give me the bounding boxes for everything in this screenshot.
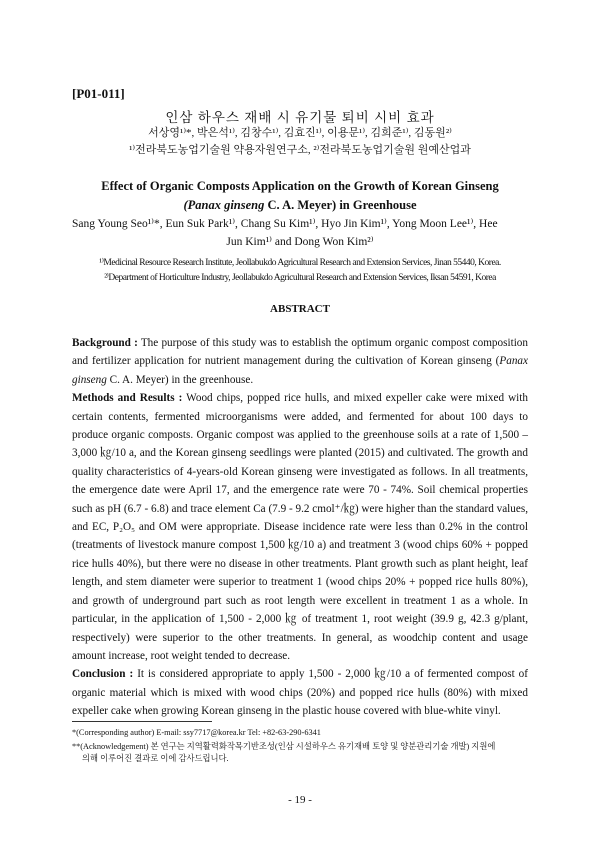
background-text-a: The purpose of this study was to establish the optimum organic compost composition and fertilizer application for nutrient management during the cultivation of Korean ginseng (: [72, 337, 528, 368]
methods-label: Methods and Results :: [72, 392, 183, 405]
abstract-body: [72, 334, 528, 721]
abstract-heading: ABSTRACT: [270, 303, 330, 315]
conclusion-paragraph: [72, 665, 528, 720]
footnote-acknowledgement-1: **(Acknowledgement) 본 연구는 지역활력화작목기반조성(인삼 시설하우스 유기재배 토양 및 양분관리기술 개발) 지원에: [72, 742, 496, 751]
english-affiliation-1: ¹⁾Medicinal Resource Research Institute, Jeollabukdo Agricultural Research and Extension Services, Jinan 55440, Korea.: [99, 258, 501, 268]
english-authors-line1: Sang Young Seo¹⁾*, Eun Suk Park¹⁾, Chang Su Kim¹⁾, Hyo Jin Kim¹⁾, Yong Moon Lee¹⁾, Hee: [72, 218, 498, 230]
footnote-corresponding: *(Corresponding author) E-mail: ssy7717@korea.kr Tel: +82-63-290-6341: [72, 728, 321, 737]
korean-authors: 서상영¹⁾*, 박은석¹⁾, 김창수¹⁾, 김효진¹⁾, 이용문¹⁾, 김희준¹⁾, 김동원²⁾: [148, 127, 452, 139]
page-number: - 19 -: [288, 794, 312, 806]
background-label: Background :: [72, 337, 138, 349]
english-title-line1: Effect of Organic Composts Application on the Growth of Korean Ginseng: [101, 179, 499, 193]
conclusion-text: It is considered appropriate to apply 1,500 - 2,000 ㎏/10 a of fermented compost of organic material which is mixed with wood chips (20%) and popped rice hulls (80%) with mixed expeller cake when growing Korean ginseng in the plastic house covered with blue-white vinyl.: [72, 668, 528, 718]
background-species: Panax ginseng: [72, 355, 528, 386]
english-title-species: (Panax ginseng: [183, 198, 265, 212]
english-title: [60, 177, 540, 215]
footnote-acknowledgement-2: 의해 이루어진 결과로 이에 감사드립니다.: [82, 754, 229, 763]
english-affiliation-2: ²⁾Department of Horticulture Industry, Jeollabukdo Agricultural Research and Extension Services, Iksan 54591, Korea: [104, 273, 496, 283]
abstract-code: [P01-011]: [72, 86, 125, 101]
english-title-rest: C. A. Meyer) in Greenhouse: [264, 198, 417, 212]
english-title-line2: [60, 196, 540, 215]
methods-paragraph: [72, 389, 528, 665]
conclusion-label: Conclusion :: [72, 668, 134, 681]
korean-title: 인삼 하우스 재배 시 유기물 퇴비 시비 효과: [165, 110, 435, 125]
korean-affiliations: ¹⁾전라북도농업기술원 약용자원연구소, ²⁾전라북도농업기술원 원예산업과: [129, 144, 471, 156]
background-text-b: C. A. Meyer) in the greenhouse.: [106, 373, 254, 386]
footnote-divider: [72, 721, 212, 722]
methods-text: Wood chips, popped rice hulls, and mixed expeller cake were mixed with certain contents, fermented microorganisms were added, and fermented for about 100 days to produce organic composts. Organic compost was applied to the greenhouse soils at a rate of 1,500 – 3,000 ㎏/10 a, and the Korean ginseng seedlings were planted (2015) and cultivated. The growth and quality characteristics of 4-years-old Korean ginseng were investigated as follows. In all treatments, the emergence date were April 17, and the emergence rate were 70 - 74%. Soil chemical properties such as pH (6.7 - 6.8) and trace element Ca (7.9 - 9.2 cmol⁺/㎏) were higher than the standard values, and EC, P₂O₅ and OM were appropriate. Disease incidence rate were less than 0.2% in the control (treatments of livestock manure compost 1,500 ㎏/10 a) and treatment 3 (wood chips 60% + popped rice hulls 40%), but there were no disease in other treatments. Plant growth such as plant height, leaf length, and stem diameter were superior to treatment 1 (wood chips 20% + popped rice hulls 80%), and growth of underground part such as root length were excellent in treatment 1 as a whole. In particular, in the application of 1,500 - 2,000 ㎏ of treatment 1, root weight (39.9 g, 42.3 g/plant, respectively) were superior to the other treatments. In general, as woodchip content and usage amount increase, root weight tended to decrease.: [72, 392, 528, 662]
background-paragraph: [72, 334, 528, 389]
english-authors-line2: Jun Kim¹⁾ and Dong Won Kim²⁾: [226, 236, 374, 248]
